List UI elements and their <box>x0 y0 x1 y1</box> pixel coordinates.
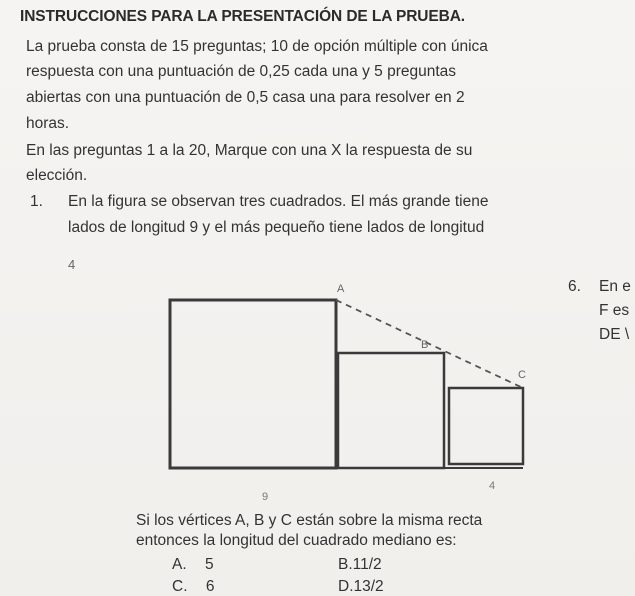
side-label-4: 4 <box>489 480 496 492</box>
option-c-label: C. <box>172 578 188 595</box>
option-b-label: B. <box>338 556 353 573</box>
question-6-line-1: En e <box>599 278 631 295</box>
option-a-label: A. <box>172 556 187 573</box>
question-6-line-3: DE \ <box>599 326 630 343</box>
question-1-line-3: 4 <box>68 257 76 272</box>
vertex-label-a: A <box>337 283 345 295</box>
option-d-value: 13/2 <box>353 578 384 595</box>
collinear-dashed-line <box>336 300 523 388</box>
vertex-label-b: B <box>421 339 429 351</box>
option-d[interactable] <box>338 578 384 596</box>
vertex-label-c: C <box>518 369 526 381</box>
medium-square <box>338 353 444 468</box>
option-c-value: 6 <box>205 578 215 595</box>
side-label-9: 9 <box>262 491 269 503</box>
question-6-line-2: F es <box>599 302 630 319</box>
option-d-label: D. <box>338 578 354 595</box>
intro-line-1: La prueba consta de 15 preguntas; 10 de opción múltiple con única <box>26 38 488 55</box>
option-b-value: 11/2 <box>352 556 382 573</box>
question-1-line-1: En la figura se observan tres cuadrados. El más grande tiene <box>68 193 489 210</box>
option-b[interactable] <box>338 556 382 574</box>
question-1-number: 1. <box>30 193 43 210</box>
large-square <box>170 300 336 468</box>
intro-line-2: respuesta con una puntuación de 0,25 cada una y 5 preguntas <box>26 63 457 80</box>
question-1-after-line-1: Si los vértices A, B y C están sobre la misma recta <box>136 512 483 529</box>
intro-line-4: horas. <box>26 115 70 132</box>
question-1-after-line-2: entonces la longitud del cuadrado mediano es: <box>136 532 457 549</box>
instruction-line-1: En las preguntas 1 a la 20, Marque con una X la respuesta de su <box>26 142 473 159</box>
intro-line-3: abiertas con una puntuación de 0,5 casa una para resolver en 2 <box>26 89 465 106</box>
small-square <box>449 388 523 464</box>
question-6-number: 6. <box>568 278 581 295</box>
page-title: INSTRUCCIONES PARA LA PRESENTACIÓN DE LA PRUEBA. <box>20 8 466 25</box>
option-a-value: 5 <box>204 556 214 573</box>
option-a[interactable] <box>172 556 214 574</box>
instruction-line-2: elección. <box>26 167 88 184</box>
option-c[interactable] <box>172 578 214 596</box>
question-1-line-2: lados de longitud 9 y el más pequeño tiene lados de longitud <box>68 219 485 236</box>
